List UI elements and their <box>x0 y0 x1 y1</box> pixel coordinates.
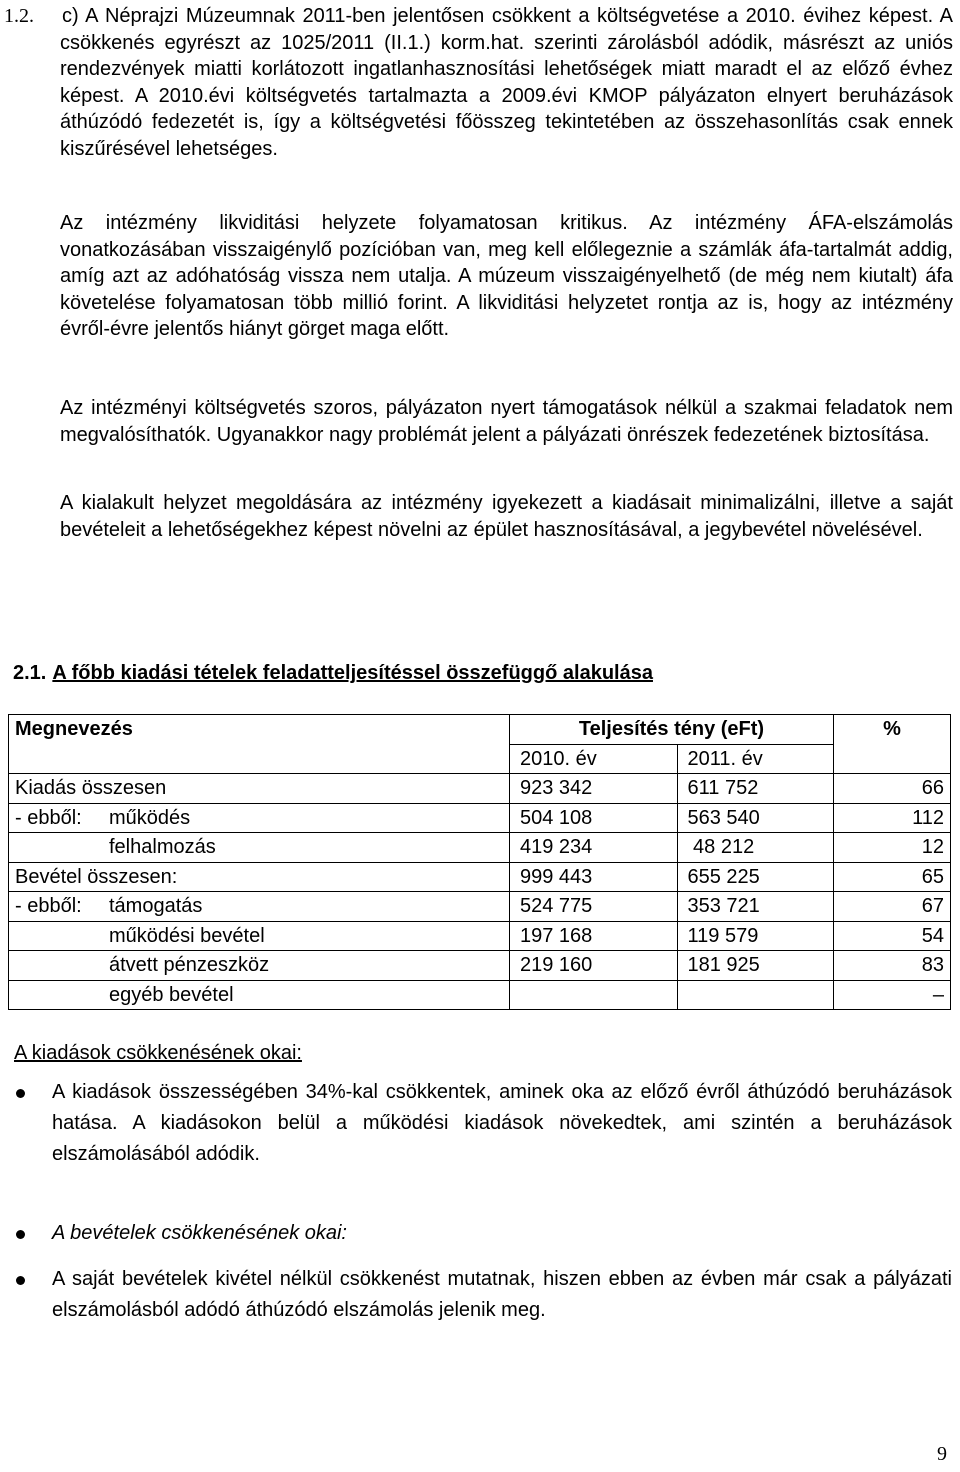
row-label-text: egyéb bevétel <box>109 983 234 1006</box>
row-label-text: felhalmozás <box>109 836 216 859</box>
row-label <box>9 921 510 951</box>
row-prefix: - ebből: <box>15 806 82 829</box>
row-label-text: működés <box>109 806 191 829</box>
table-row <box>9 892 951 922</box>
table-row <box>9 862 951 892</box>
cell-2010: 923 342 <box>509 774 677 804</box>
subsection-number: 2.1. <box>13 662 47 684</box>
income-reasons-text: A saját bevételek kivétel nélkül csökkenést mutatnak, hiszen ebben az évben már csak a pályázati elszámolásból adódó áthúzódó elszámolás jelenik meg. <box>52 1268 952 1321</box>
subsection-heading <box>13 660 653 686</box>
cell-2010 <box>509 980 677 1010</box>
cell-percent: 66 <box>833 774 950 804</box>
cell-percent: 112 <box>833 803 950 833</box>
row-label <box>9 862 510 892</box>
row-label <box>9 803 510 833</box>
cell-2010: 999 443 <box>509 862 677 892</box>
row-label <box>9 980 510 1010</box>
list-item <box>52 1264 952 1326</box>
row-label-text: Kiadás összesen <box>15 777 167 800</box>
paragraph-solution: A kialakult helyzet megoldására az intézmény igyekezett a kiadásait minimalizálni, illetve a saját bevételeit a lehetőségekhez képest növelni az épület hasznosításával, a jegybevétel növelésével. <box>60 492 953 541</box>
cell-2010: 419 234 <box>509 833 677 863</box>
table-row <box>9 980 951 1010</box>
header-performance: Teljesítés tény (eFt) <box>509 715 833 745</box>
cell-2011: 611 752 <box>677 774 833 804</box>
cell-percent: – <box>833 980 950 1010</box>
cell-percent: 65 <box>833 862 950 892</box>
cell-2011 <box>677 980 833 1010</box>
paragraph-institutional-budget: Az intézményi költségvetés szoros, pályázaton nyert támogatások nélkül a szakmai feladatok nem megvalósíthatók. Ugyanakkor nagy problémát jelent a pályázati önrészek fedezetének biztosítása. <box>60 397 953 446</box>
cell-2011: 48 212 <box>677 833 833 863</box>
cell-2010: 219 160 <box>509 951 677 981</box>
page-number: 9 <box>937 1443 947 1465</box>
table-header-row <box>9 715 951 745</box>
row-label <box>9 774 510 804</box>
bullet-icon <box>16 1276 25 1285</box>
table-row <box>9 951 951 981</box>
section-number: 1.2. <box>4 5 34 27</box>
cell-percent: 83 <box>833 951 950 981</box>
bullet-icon <box>16 1230 25 1239</box>
budget-table <box>8 714 951 1010</box>
row-label-text: átvett pénzeszköz <box>109 954 270 977</box>
row-label <box>9 833 510 863</box>
row-label-text: működési bevétel <box>109 924 265 947</box>
cell-2011: 655 225 <box>677 862 833 892</box>
header-year-2011: 2011. év <box>677 744 833 774</box>
row-label <box>9 951 510 981</box>
header-year-2010: 2010. év <box>509 744 677 774</box>
cell-percent: 54 <box>833 921 950 951</box>
paragraph-liquidity: Az intézmény likviditási helyzete folyamatosan kritikus. Az intézmény ÁFA-elszámolás vonatkozásában visszaigénylő pozícióban van, meg kell előlegeznie a számlák áfa-tartalmát addig, amíg azt az adóhatóság vissza nem utalja. A múzeum visszaigényelhető (de még nem kiutalt) áfa követelése folyamatosan több millió forint. A likviditási helyzetet rontja az is, hogy az intézmény évről-évre jelentős hiányt görget maga előtt. <box>60 212 953 340</box>
list-item <box>52 1218 952 1249</box>
row-label-text: Bevétel összesen: <box>15 865 178 888</box>
table-row <box>9 774 951 804</box>
expense-reasons-title: A kiadások csökkenésének okai: <box>14 1042 302 1064</box>
row-label-text: támogatás <box>109 895 203 918</box>
table-row <box>9 921 951 951</box>
header-percent: % <box>833 715 950 774</box>
cell-2011: 563 540 <box>677 803 833 833</box>
cell-percent: 67 <box>833 892 950 922</box>
row-label <box>9 892 510 922</box>
cell-2010: 197 168 <box>509 921 677 951</box>
income-reasons-title: A bevételek csökkenésének okai: <box>52 1222 347 1244</box>
cell-2011: 119 579 <box>677 921 833 951</box>
table-row <box>9 833 951 863</box>
header-name: Megnevezés <box>9 715 510 774</box>
cell-2010: 524 775 <box>509 892 677 922</box>
cell-2010: 504 108 <box>509 803 677 833</box>
row-prefix: - ebből: <box>15 895 82 918</box>
cell-percent: 12 <box>833 833 950 863</box>
bullet-icon <box>16 1089 25 1098</box>
expense-reasons-text: A kiadások összességében 34%-kal csökkentek, aminek oka az előző évről áthúzódó beruházások hatása. A kiadásokon belül a működési kiadások növekedtek, ami szintén a beruházások elszámolásából adódik. <box>52 1081 952 1165</box>
table-row <box>9 803 951 833</box>
cell-2011: 353 721 <box>677 892 833 922</box>
subsection-title: A főbb kiadási tételek feladatteljesítéssel összefüggő alakulása <box>52 662 653 684</box>
cell-2011: 181 925 <box>677 951 833 981</box>
list-item <box>52 1077 952 1170</box>
table-body <box>9 774 951 1010</box>
paragraph-budget-decrease: c) A Néprajzi Múzeumnak 2011-ben jelentősen csökkent a költségvetése a 2010. évihez képest. A csökkenés egyrészt az 1025/2011 (II.1.) korm.hat. szerinti zárolásból adódik, másrészt az uniós rendezvények miatti korlátozott ingatlanhasznosítási lehetőségek miatt maradt el az előző évhez képest. A 2010.évi költségvetés tartalmazta a 2009.évi KMOP pályázaton elnyert beruházások áthúzódó fedezetét is, így a költségvetési főösszeg tekintetében az összehasonlítás csak ennek kiszűrésével lehetséges. <box>60 5 953 160</box>
